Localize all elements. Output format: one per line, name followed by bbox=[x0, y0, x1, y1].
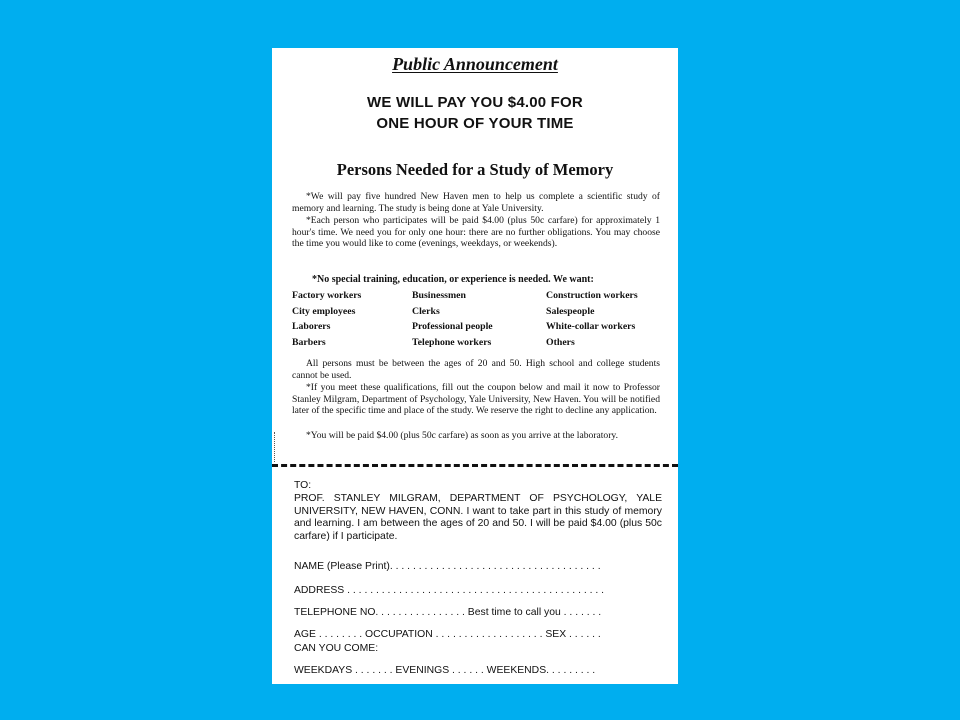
payment-paragraph: *Each person who participates will be paid $4.00 (plus 50c carfare) for approximately 1 hour's time. We need you for only one hour: there are no further obligations. You may choose the time you would like to come (evenings, weekdays, or weekends). bbox=[292, 215, 660, 250]
margin-mark bbox=[274, 432, 275, 462]
occupations-column-3 bbox=[546, 290, 676, 352]
occupation-item: Barbers bbox=[292, 336, 326, 348]
occupation-item: Factory workers bbox=[292, 290, 362, 301]
occupation-item: Professional people bbox=[412, 321, 493, 332]
requirements-intro: *No special training, education, or experience is needed. We want: bbox=[312, 274, 594, 285]
occupation-item: Businessmen bbox=[412, 290, 466, 301]
age-occupation-sex-field: AGE . . . . . . . . OCCUPATION . . . . . . . . . . . . . . . . . . . SEX . . . . . . bbox=[294, 629, 601, 640]
occupation-item: Clerks bbox=[412, 305, 440, 317]
telephone-field: TELEPHONE NO. . . . . . . . . . . . . . . . Best time to call you . . . . . . . bbox=[294, 607, 602, 618]
occupation-item: Laborers bbox=[292, 321, 331, 332]
occupations-column-2 bbox=[412, 290, 542, 352]
occupation-item: White-collar workers bbox=[546, 321, 636, 332]
occupation-item: Construction workers bbox=[546, 290, 638, 301]
coupon-cut-line bbox=[272, 464, 678, 467]
coupon-body-text: PROF. STANLEY MILGRAM, DEPARTMENT OF PSYCHOLOGY, YALE UNIVERSITY, NEW HAVEN, CONN. I want to take part in this study of memory and learning. I am between the ages of 20 and 50. I will be paid $4.00 (plus 50c carfare) if I participate. bbox=[294, 493, 662, 542]
occupation-item: Telephone workers bbox=[412, 336, 492, 348]
availability-field: WEEKDAYS . . . . . . . EVENINGS . . . . . . WEEKENDS. . . . . . . . . bbox=[294, 665, 596, 676]
coupon-instructions-paragraph: *If you meet these qualifications, fill out the coupon below and mail it now to Professor Stanley Milgram, Department of Psychology, Yale University, New Haven. You will be notified later of the specific time and place of the study. We reserve the right to decline any application. bbox=[292, 382, 660, 417]
address-field: ADDRESS . . . . . . . . . . . . . . . . . . . . . . . . . . . . . . . . . . . . . . . . . . . . . bbox=[294, 585, 605, 596]
announcement-title: Public Announcement bbox=[392, 54, 558, 74]
headline-line-1: WE WILL PAY YOU $4.00 FOR bbox=[367, 94, 583, 111]
payment-arrival-paragraph: *You will be paid $4.00 (plus 50c carfare) as soon as you arrive at the laboratory. bbox=[306, 430, 618, 441]
name-field: NAME (Please Print). . . . . . . . . . . . . . . . . . . . . . . . . . . . . . . . . . . . . bbox=[294, 561, 601, 572]
headline-line-2: ONE HOUR OF YOUR TIME bbox=[376, 115, 574, 132]
occupations-column-1 bbox=[292, 290, 422, 352]
age-requirement-paragraph: All persons must be between the ages of 20 and 50. High school and college students cannot be used. bbox=[292, 358, 660, 381]
announcement-document bbox=[272, 48, 678, 684]
coupon-to-label: TO: bbox=[294, 480, 312, 491]
occupation-item: Salespeople bbox=[546, 305, 595, 317]
intro-paragraph: *We will pay five hundred New Haven men to help us complete a scientific study of memory and learning. The study is being done at Yale University. bbox=[292, 191, 660, 214]
can-you-come-label: CAN YOU COME: bbox=[294, 643, 379, 654]
occupation-item: City employees bbox=[292, 305, 356, 317]
occupation-item: Others bbox=[546, 336, 575, 348]
study-subheading: Persons Needed for a Study of Memory bbox=[336, 160, 614, 179]
